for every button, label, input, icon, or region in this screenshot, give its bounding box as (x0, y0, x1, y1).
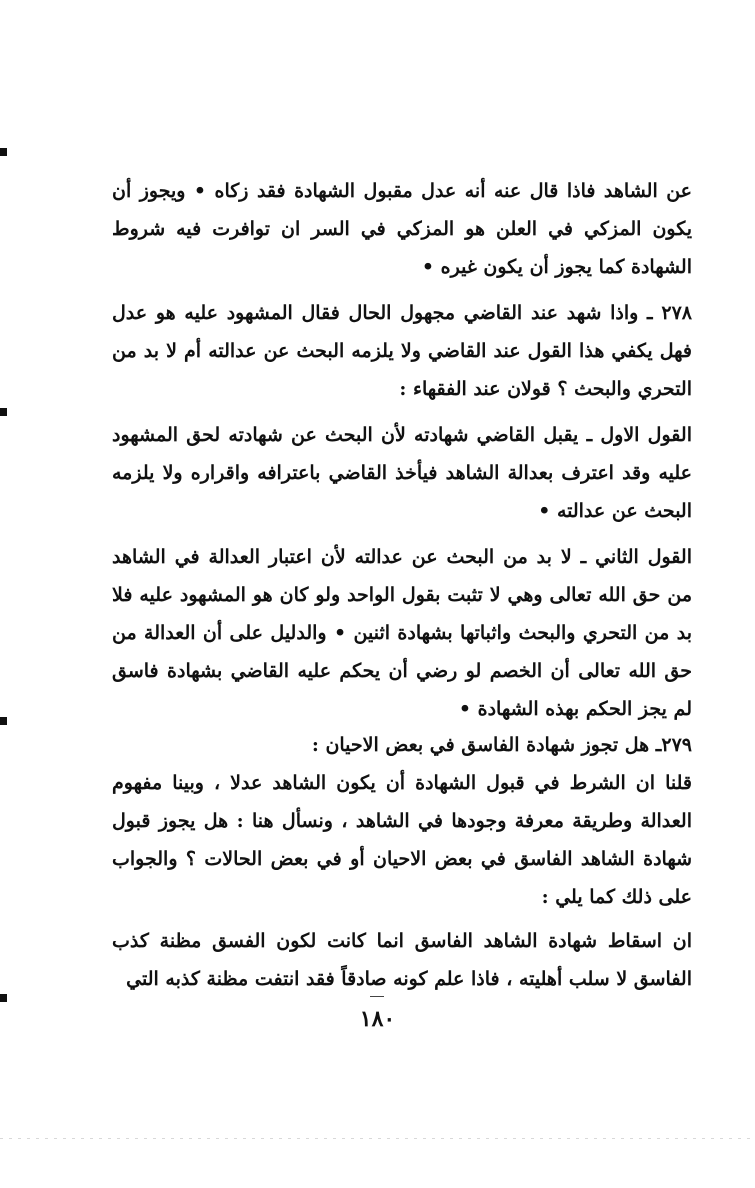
page-number: ١٨٠ (359, 1006, 396, 1032)
paragraph-first-opinion: القول الاول ـ يقبل القاضي شهادته لأن البحث عن شهادته لحق المشهود عليه وقد اعترف بعدالة الشاهد فيأخذ القاضي باعترافه واقراره ولا يلزمه البحث عن عدالته • (112, 424, 692, 522)
margin-mark (0, 994, 7, 1002)
paragraph-section-279-answer: ان اسقاط شهادة الشاهد الفاسق انما كانت لكون الفسق مظنة كذب الفاسق لا سلب أهليته ، فاذا علم كونه صادقاً فقد انتفت مظنة كذبه التي (112, 930, 692, 990)
margin-mark (0, 148, 7, 156)
paragraph-second-opinion: القول الثاني ـ لا بد من البحث عن عدالته لأن اعتبار العدالة في الشاهد من حق الله تعالى وهي لا تثبت بقول الواحد ولو كان هو المشهود عليه فلا بد من التحري والبحث واثباتها بشهادة اثنين • والدليل على أن العدالة من حق الله تعالى أن الخصم لو رضي أن يحكم عليه القاضي بشهادة فاسق لم يجز الحكم بهذه الشهادة • (112, 546, 692, 720)
section-heading-279: ٢٧٩ـ هل تجوز شهادة الفاسق في بعض الاحيان : (311, 734, 692, 756)
paragraph-section-279-intro: قلنا ان الشرط في قبول الشهادة أن يكون الشاهد عدلا ، وبينا مفهوم العدالة وطريقة معرفة وجودها في الشاهد ، ونسأل هنا : هل يجوز قبول شهادة الشاهد الفاسق في بعض الاحيان أو في بعض الحالات ؟ والجواب على ذلك كما يلي : (112, 772, 692, 908)
margin-mark (0, 717, 7, 725)
margin-mark (0, 408, 7, 416)
page-number-divider (370, 996, 384, 997)
paragraph-continuation: عن الشاهد فاذا قال عنه أنه عدل مقبول الشهادة فقد زكاه • ويجوز أن يكون المزكي في العلن هو المزكي في السر ان توافرت فيه شروط الشهادة كما يجوز أن يكون غيره • (112, 180, 692, 278)
scan-edge-line (0, 1138, 755, 1139)
paragraph-section-278: ٢٧٨ ـ واذا شهد عند القاضي مجهول الحال فقال المشهود عليه هو عدل فهل يكفي هذا القول عند القاضي ولا يلزمه البحث عن عدالته أم لا بد من التحري والبحث ؟ قولان عند الفقهاء : (112, 302, 692, 400)
